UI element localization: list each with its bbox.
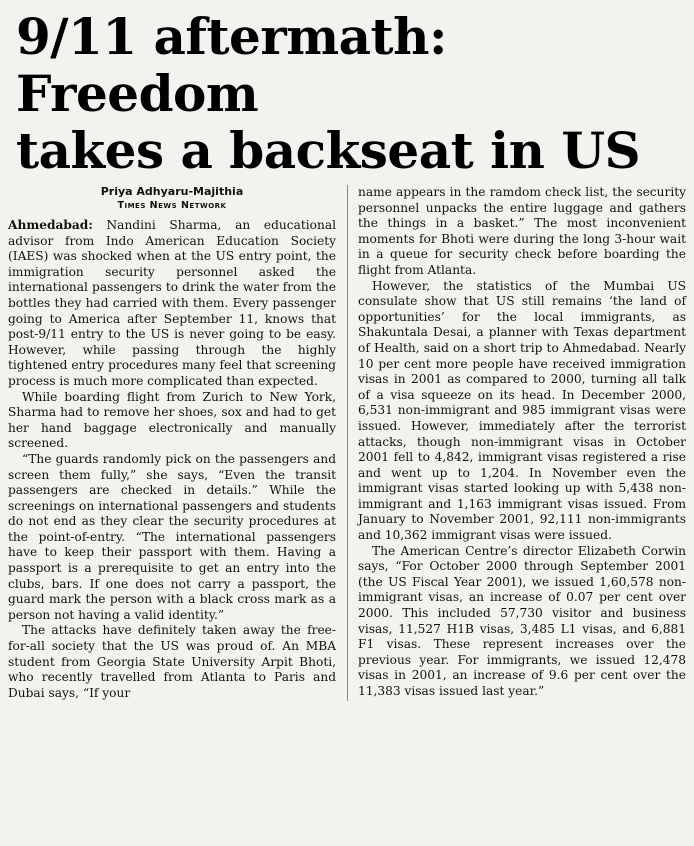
paragraph-1 — [8, 218, 336, 390]
column-left — [8, 185, 336, 701]
paragraph-2: While boarding flight from Zurich to New York, Sharma had to remove her shoes, sox and had to get her hand baggage electronically and manually screened. — [8, 389, 336, 451]
article-body — [8, 185, 686, 701]
paragraph-1-text: Nandini Sharma, an educational advisor from Indo American Education Society (IAES) was shocked when at the US entry point, the immigration security personnel asked the international passengers to drink the water from the bottles they had carried with them. Every passenger going to America after September 11, knows that post-9/11 entry to the US is never going to be easy. However, while passing through the highly tightened entry procedures many feel that screening process is much more complicated than expected. — [8, 218, 336, 388]
paragraph-4-continued: name appears in the ramdom check list, the security personnel unpacks the entire luggage and gathers the things in a basket.” The most inconvenient moments for Bhoti were during the long 3-hour wait in a queue for security check before boarding the flight from Atlanta. — [358, 185, 686, 277]
headline-line-1: 9/11 aftermath: Freedom — [16, 7, 447, 123]
headline — [8, 8, 686, 179]
dateline: Ahmedabad: — [8, 218, 93, 232]
paragraph-6: The American Centre’s director Elizabeth Corwin says, “For October 2000 through September 2001 (the US Fiscal Year 2001), we issued 1,60,578 non-immigrant visas, an increase of 0.07 per cent over 2000. This included 57,730 visitor and business visas, 11,527 H1B visas, 3,485 L1 visas, and 6,881 F1 visas. These represent increases over the previous year. For immigrants, we issued 12,478 visas in 2001, an increase of 9.6 per cent over the 11,383 visas issued last year.” — [358, 543, 686, 698]
headline-line-2: takes a backseat in US — [16, 121, 641, 180]
paragraph-3: “The guards randomly pick on the passengers and screen them fully,” she says, “Even the transit passengers are checked in details.” While the screenings on international passengers and students do not end as they clear the security procedures at the point-of-entry. “The international passengers have to keep their passport with them. Having a passport is a prerequisite to get an entry into the clubs, bars. If one does not carry a passport, the guard mark the person with a black cross mark as a person not having a valid identity.” — [8, 451, 336, 622]
byline — [8, 185, 336, 212]
column-right — [358, 185, 686, 701]
byline-author: Priya Adhyaru-Majithia — [100, 185, 244, 198]
column-divider — [347, 185, 348, 701]
paragraph-4: The attacks have definitely taken away the free-for-all society that the US was proud of. An MBA student from Georgia State University Arpit Bhoti, who recently travelled from Atlanta to Paris and Dubai says, “If your — [8, 623, 336, 700]
paragraph-5: However, the statistics of the Mumbai US consulate show that US still remains ‘the land of opportunities’ for the local immigrants, as Shakuntala Desai, a planner with Texas department of Health, said on a short trip to Ahmedabad. Nearly 10 per cent more people have received immigration visas in 2001 as compared to 2000, turning all talk of a visa squeeze on its head. In December 2000, 6,531 non-immigrant and 985 immigrant visas were issued. However, immediately after the terrorist attacks, though non-immigrant visas in October 2001 fell to 4,842, immigrant visas registered a rise and went up to 1,204. In November even the immigrant visas started looking up with 5,438 non-immigrant and 1,163 immigrant visas issued. From January to November 2001, 92,111 non-immigrants and 10,362 immigrant visas were issued. — [358, 278, 686, 543]
byline-agency: Times News Network — [117, 200, 227, 211]
